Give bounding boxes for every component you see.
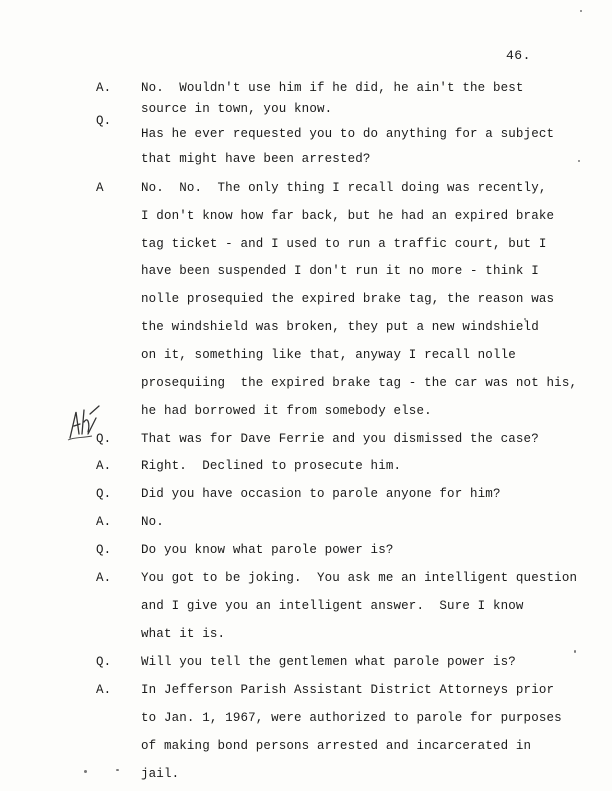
transcript-line: on it, something like that, anyway I recall nolle xyxy=(141,348,516,362)
transcript-line: and I give you an intelligent answer. Sure I know xyxy=(141,599,524,613)
speaker-label: A. xyxy=(96,515,112,529)
transcript-line: have been suspended I don't run it no more - think I xyxy=(141,264,539,278)
scan-speck xyxy=(84,770,87,773)
transcript-line: No. xyxy=(141,515,164,529)
transcript-line: to Jan. 1, 1967, were authorized to parole for purposes xyxy=(141,711,562,725)
speaker-label: Q. xyxy=(96,432,112,446)
transcript-line: prosequiing the expired brake tag - the car was not his, xyxy=(141,376,578,390)
speaker-label: A. xyxy=(96,571,112,585)
transcript-line: Will you tell the gentlemen what parole power is? xyxy=(141,655,516,669)
speaker-label: Q. xyxy=(96,655,112,669)
transcript-line: jail. xyxy=(141,767,180,781)
transcript-line: he had borrowed it from somebody else. xyxy=(141,404,432,418)
transcript-line: Has he ever requested you to do anything for a subject xyxy=(141,127,555,141)
scan-speck xyxy=(574,650,576,653)
speaker-label: A. xyxy=(96,683,112,697)
transcript-line: You got to be joking. You ask me an intelligent question xyxy=(141,571,578,585)
transcript-line: That was for Dave Ferrie and you dismissed the case? xyxy=(141,432,539,446)
transcript-line: that might have been arrested? xyxy=(141,152,371,166)
scan-speck xyxy=(580,10,582,12)
transcript-line: source in town, you know. xyxy=(141,102,333,116)
transcript-line: I don't know how far back, but he had an expired brake xyxy=(141,209,555,223)
handwritten-mark xyxy=(66,404,102,444)
transcript-line: nolle prosequied the expired brake tag, the reason was xyxy=(141,292,555,306)
transcript-line: No. Wouldn't use him if he did, he ain't the best xyxy=(141,81,524,95)
speaker-label: A xyxy=(96,181,104,195)
transcript-line: No. No. The only thing I recall doing was recently, xyxy=(141,181,547,195)
speaker-label: A. xyxy=(96,459,112,473)
scan-speck xyxy=(578,160,580,162)
transcript-line: what it is. xyxy=(141,627,226,641)
speaker-label: Q. xyxy=(96,543,112,557)
scan-speck xyxy=(524,318,526,320)
transcript-line: tag ticket - and I used to run a traffic court, but I xyxy=(141,237,547,251)
scan-speck xyxy=(116,769,119,771)
transcript-line: the windshield was broken, they put a new windshield xyxy=(141,320,539,334)
speaker-label: Q. xyxy=(96,487,112,501)
transcript-line: of making bond persons arrested and incarcerated in xyxy=(141,739,532,753)
transcript-line: Did you have occasion to parole anyone for him? xyxy=(141,487,501,501)
transcript-line: Do you know what parole power is? xyxy=(141,543,394,557)
page-number: 46. xyxy=(506,48,531,63)
speaker-label: Q. xyxy=(96,114,112,128)
speaker-label: A. xyxy=(96,81,112,95)
transcript-line: In Jefferson Parish Assistant District Attorneys prior xyxy=(141,683,555,697)
transcript-line: Right. Declined to prosecute him. xyxy=(141,459,402,473)
